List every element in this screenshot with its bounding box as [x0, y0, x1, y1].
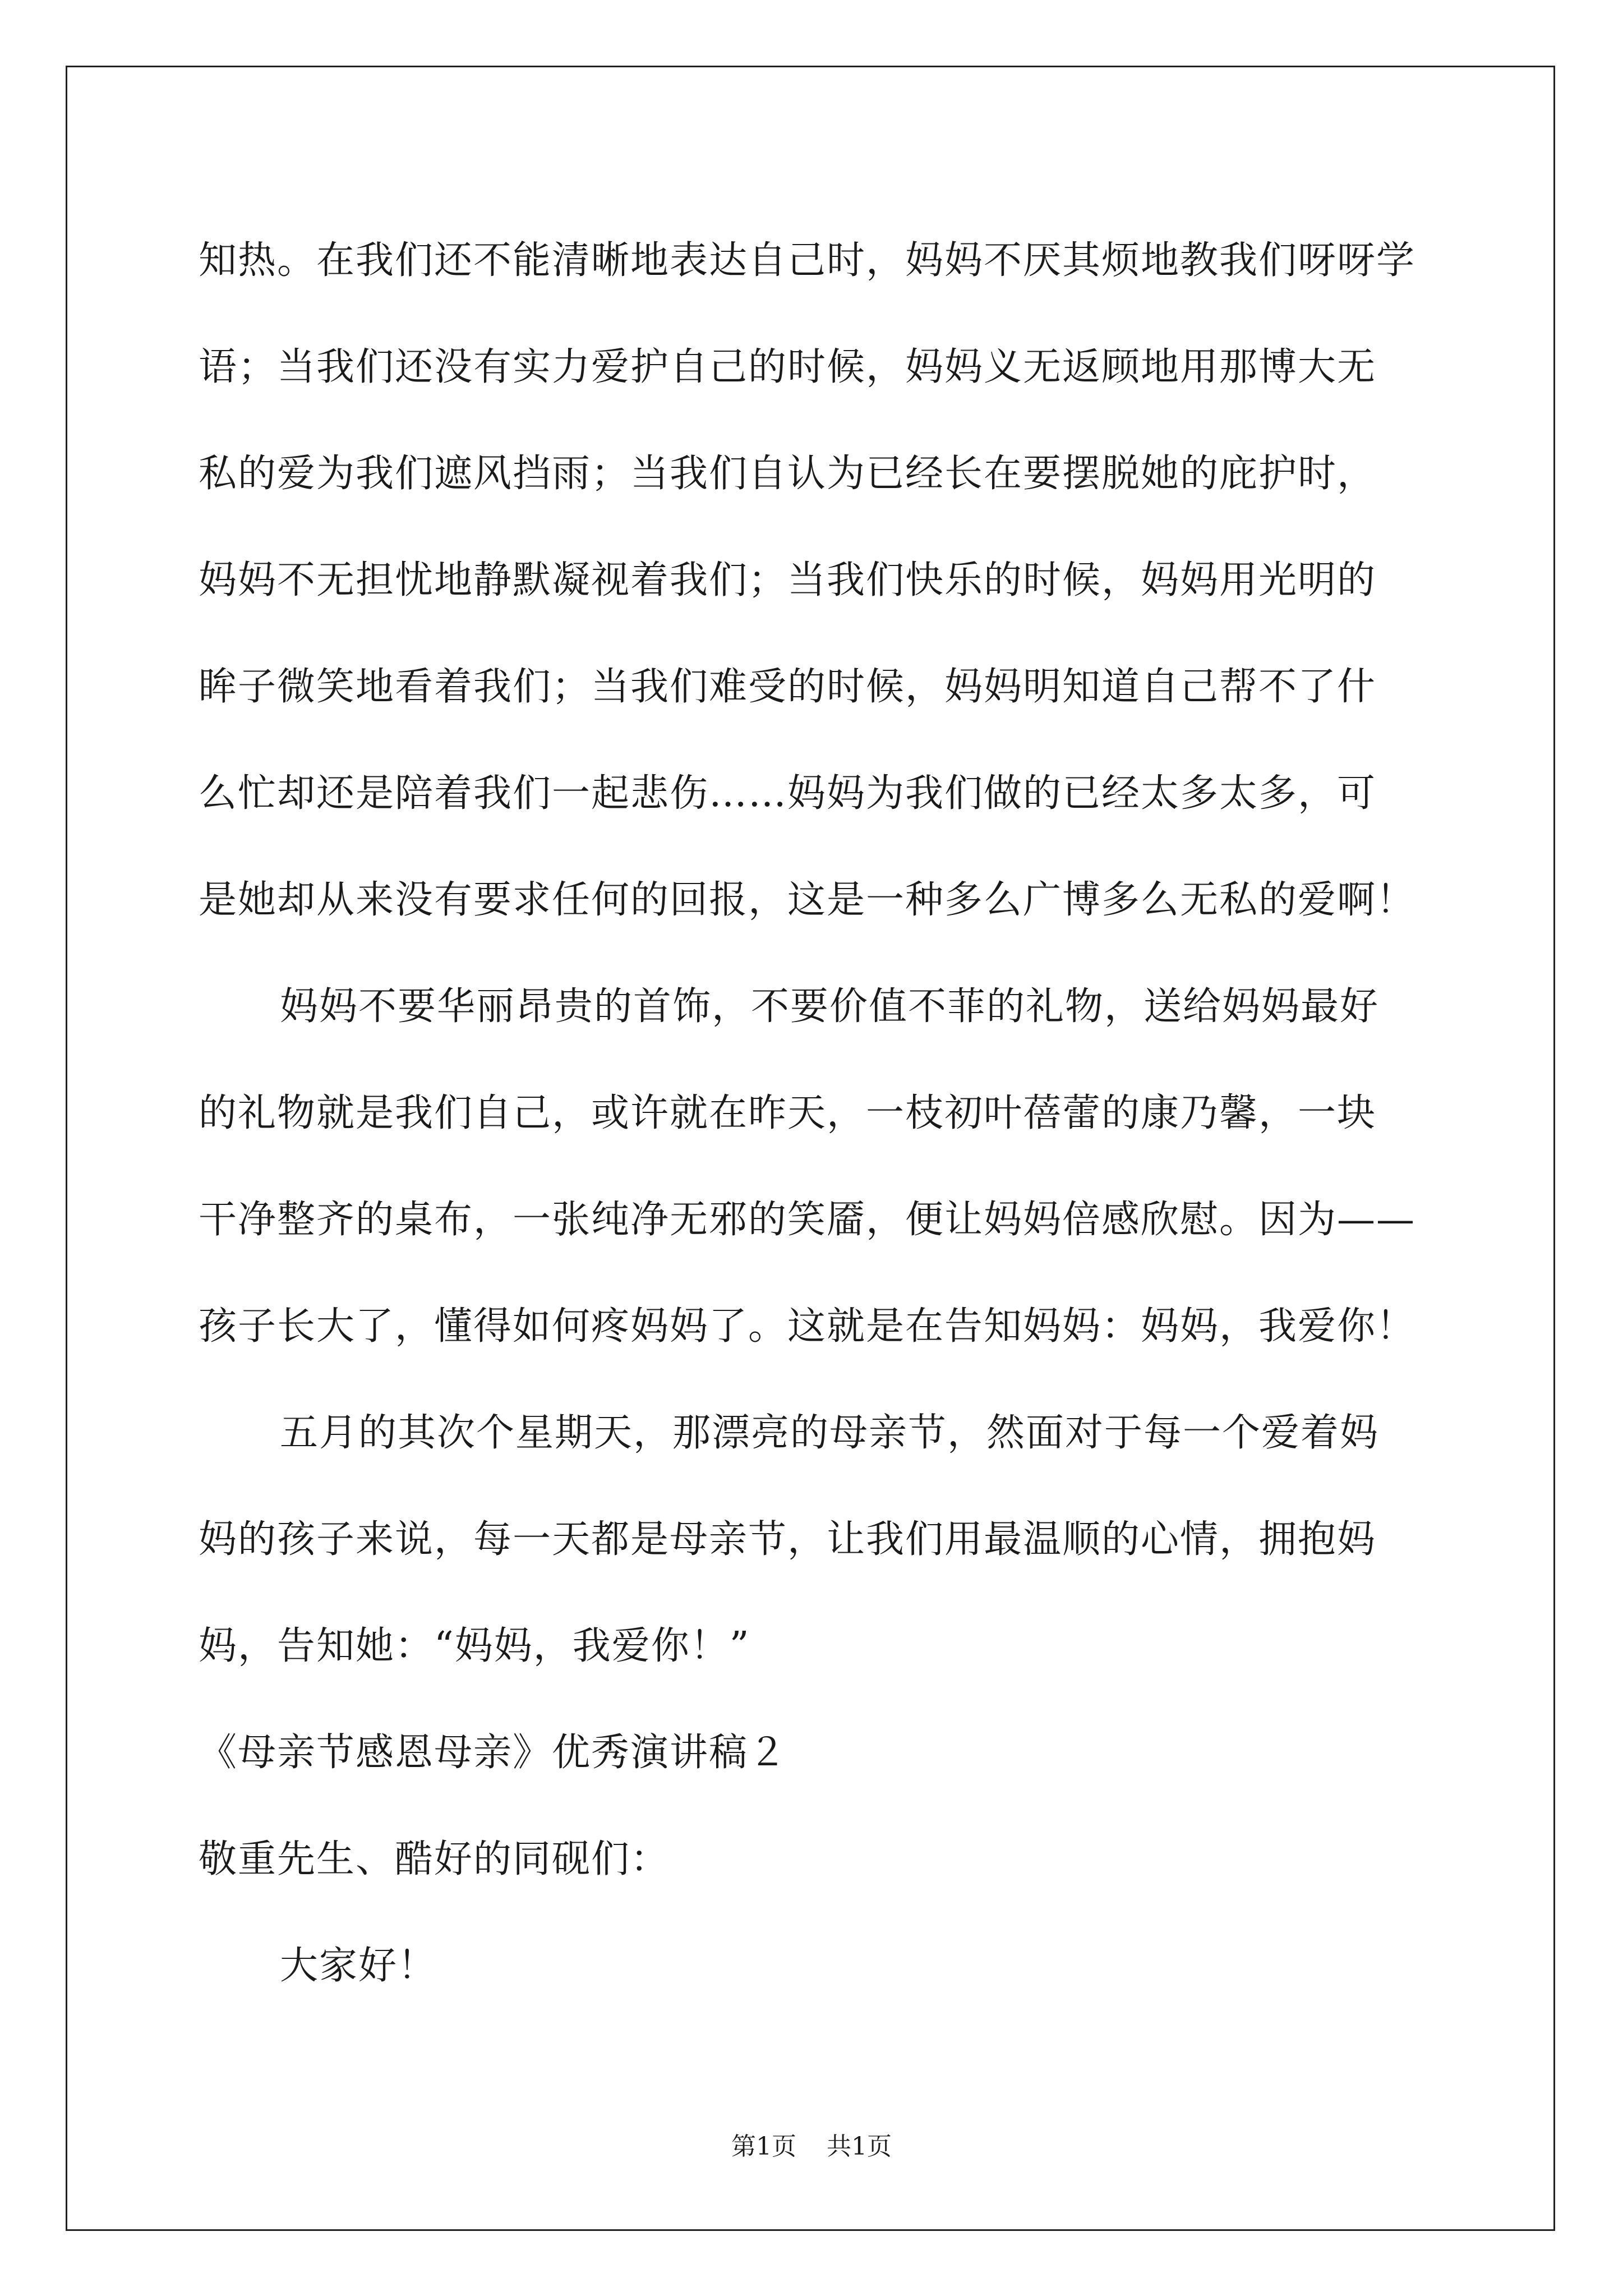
text-line-13: 妈的孩子来说，每一天都是母亲节，让我们用最温顺的心情，拥抱妈: [199, 1517, 1377, 1562]
text-line-10: 干净整齐的桌布，一张纯净无邪的笑靥，便让妈妈倍感欣慰。因为——: [199, 1198, 1416, 1242]
text-line-8: 妈妈不要华丽昂贵的首饰，不要价值不菲的礼物，送给妈妈最好: [280, 984, 1380, 1029]
page-total: 共1页: [827, 2132, 892, 2161]
greeting: 大家好！: [280, 1944, 437, 1988]
text-line-3: 私的爱为我们遮风挡雨；当我们自认为已经长在要摆脱她的庇护时，: [199, 452, 1377, 496]
page-number: 第1页: [731, 2132, 796, 2161]
text-line-4: 妈妈不无担忧地静默凝视着我们；当我们快乐的时候，妈妈用光明的: [199, 558, 1377, 602]
text-line-1: 知热。在我们还不能清晰地表达自己时，妈妈不厌其烦地教我们呀呀学: [199, 238, 1416, 283]
text-line-12: 五月的其次个星期天，那漂亮的母亲节，然面对于每一个爱着妈: [280, 1411, 1380, 1455]
text-line-9: 的礼物就是我们自己，或许就在昨天，一枝初叶蓓蕾的康乃馨，一块: [199, 1091, 1377, 1135]
document-body: [199, 208, 1432, 2019]
section-title: 《母亲节感恩母亲》优秀演讲稿２: [199, 1731, 788, 1775]
text-line-7: 是她却从来没有要求任何的回报，这是一种多么广博多么无私的爱啊！: [199, 878, 1416, 922]
text-line-2: 语；当我们还没有实力爱护自己的时候，妈妈义无返顾地用那博大无: [199, 345, 1377, 389]
text-line-5: 眸子微笑地看着我们；当我们难受的时候，妈妈明知道自己帮不了什: [199, 665, 1377, 709]
page-footer: [0, 2126, 1623, 2162]
salutation: 敬重先生、酷好的同砚们：: [199, 1837, 670, 1881]
text-line-11: 孩子长大了，懂得如何疼妈妈了。这就是在告知妈妈：妈妈，我爱你！: [199, 1304, 1416, 1349]
text-line-14: 妈，告知她：“妈妈，我爱你！”: [199, 1624, 750, 1668]
text-line-6: 么忙却还是陪着我们一起悲伤……妈妈为我们做的已经太多太多，可: [199, 771, 1377, 816]
